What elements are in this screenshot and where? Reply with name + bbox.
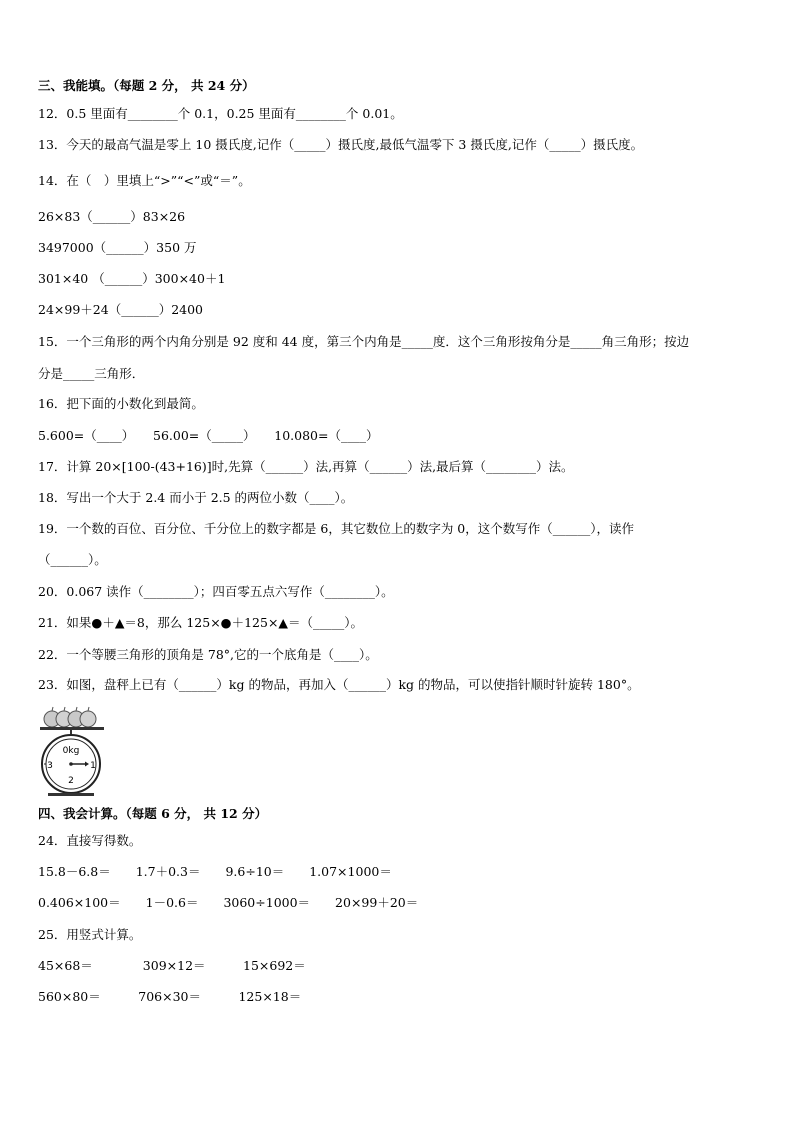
scale-tray (40, 727, 104, 730)
question-24-row-2: 0.406×100＝ 1－0.6＝ 3060÷1000＝ 20×99＋20＝ (38, 895, 419, 910)
dial-label-left: 3 (47, 761, 53, 771)
dial-label-top: 0kg (62, 746, 80, 756)
question-12: 12．0.5 里面有________个 0.1，0.25 里面有________个 0.01。 (38, 106, 403, 121)
section-heading-3: 三、我能填。（每题 2 分， 共 24 分） (38, 78, 255, 93)
question-20: 20．0.067 读作（________）；四百零五点六写作（________）。 (38, 584, 394, 599)
question-17: 17．计算 20×[100-(43+16)]时,先算（______）法,再算（______）法,最后算（________）法。 (38, 459, 574, 474)
question-24-stem: 24．直接写得数。 (38, 833, 142, 848)
question-25-row-2: 560×80＝ 706×30＝ 125×18＝ (38, 989, 302, 1004)
question-15-line-1: 15．一个三角形的两个内角分别是 92 度和 44 度，第三个内角是_____度．这个三角形按角分是_____角三角形；按边 (38, 334, 690, 349)
question-16-items: 5.600=（____） 56.00=（_____） 10.080=（____） (38, 428, 379, 443)
question-14-item-2: 3497000（______）350 万 (38, 240, 197, 255)
apple-icon (44, 707, 96, 727)
question-14-item-1: 26×83（______）83×26 (38, 209, 186, 224)
question-25-stem: 25．用竖式计算。 (38, 927, 142, 942)
dial-label-bottom: 2 (68, 776, 74, 786)
question-24-row-1: 15.8－6.8＝ 1.7＋0.3＝ 9.6÷10＝ 1.07×1000＝ (38, 864, 392, 879)
question-16-stem: 16．把下面的小数化到最简。 (38, 396, 204, 411)
question-19-line-2: （______）。 (38, 552, 107, 567)
section-heading-4: 四、我会计算。（每题 6 分， 共 12 分） (38, 806, 268, 821)
scale-figure (38, 704, 108, 798)
question-18: 18．写出一个大于 2.4 而小于 2.5 的两位小数（____）。 (38, 490, 354, 505)
question-19-line-1: 19．一个数的百位、百分位、千分位上的数字都是 6，其它数位上的数字为 0，这个数写作（______），读作 (38, 521, 635, 536)
question-21: 21．如果●＋▲＝8，那么 125×●＋125×▲＝（_____）。 (38, 615, 364, 630)
question-14-item-4: 24×99＋24（______）2400 (38, 302, 204, 317)
question-14-item-3: 301×40 （______）300×40＋1 (38, 271, 226, 286)
question-23: 23．如图，盘秤上已有（______）kg 的物品，再加入（______）kg 的物品，可以使指针顺时针旋转 180°。 (38, 677, 640, 692)
scale-base (48, 793, 94, 796)
question-13: 13．今天的最高气温是零上 10 摄氏度,记作（_____）摄氏度,最低气温零下 3 摄氏度,记作（_____）摄氏度。 (38, 137, 644, 152)
question-15-line-2: 分是_____三角形． (38, 366, 145, 381)
question-25-row-1: 45×68＝ 309×12＝ 15×692＝ (38, 958, 306, 973)
question-22: 22．一个等腰三角形的顶角是 78°,它的一个底角是（____）。 (38, 647, 378, 662)
dial-label-right: 1 (90, 761, 96, 771)
question-14-stem: 14．在（ ）里填上“>”“<”或“＝”。 (38, 173, 251, 188)
